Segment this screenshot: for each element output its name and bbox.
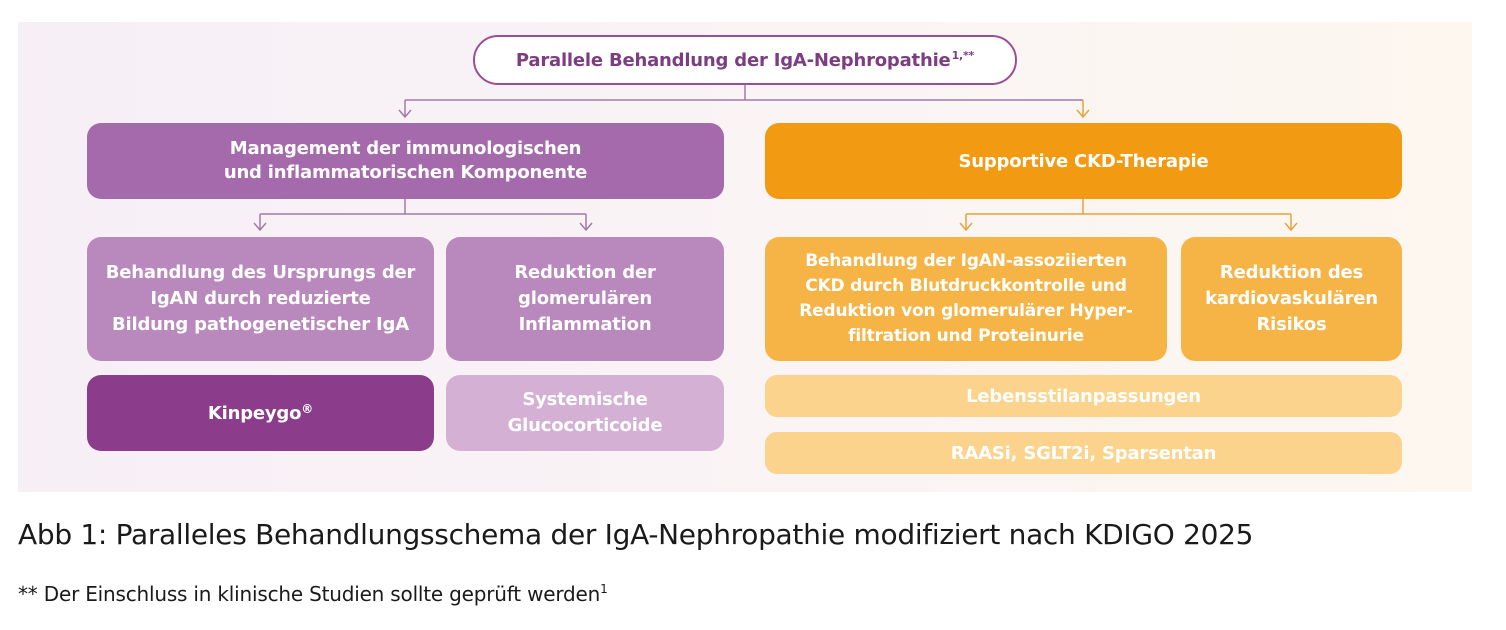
iga-origin-treatment-label: Behandlung des Ursprungs der IgAN durch reduzierte Bildung pathogenetischer IgA: [105, 262, 416, 335]
figure-caption: Abb 1: Paralleles Behandlungsschema der IgA-Nephropathie modifiziert nach KDIGO 2025: [18, 518, 1254, 551]
lifestyle-box: [765, 375, 1402, 417]
cardiovascular-risk-label: Reduktion des kardiovaskulären Risikos: [1205, 262, 1378, 335]
footnote: [18, 582, 608, 606]
ckd-treatment-label: Behandlung der IgAN-assoziierten CKD durch Blutdruckkontrolle und Reduktion von glomerulärer Hyper- filtration und Proteinurie: [799, 251, 1133, 346]
kinpeygo-box: [87, 375, 434, 451]
raasi-sglt2i-box: [765, 432, 1402, 474]
iga-origin-treatment-box: [87, 237, 434, 361]
immunology-management-header: [87, 123, 724, 199]
footnote-text: ** Der Einschluss in klinische Studien sollte geprüft werden: [18, 582, 601, 606]
glomerular-inflammation-box: [446, 237, 724, 361]
diagram-title-box: [473, 35, 1017, 85]
title-superscript: 1,**: [951, 49, 975, 62]
ckd-treatment-box: [765, 237, 1167, 361]
lifestyle-label: Lebensstilanpassungen: [966, 385, 1201, 407]
raasi-sglt2i-label: RAASi, SGLT2i, Sparsentan: [950, 442, 1217, 464]
cardiovascular-risk-box: [1181, 237, 1402, 361]
kinpeygo-label: Kinpeygo®: [207, 402, 314, 424]
registered-mark: ®: [301, 402, 314, 416]
supportive-ckd-label: Supportive CKD-Therapie: [958, 150, 1209, 172]
footnote-superscript: 1: [600, 582, 608, 596]
supportive-ckd-header: [765, 123, 1402, 199]
glucocorticoids-label: Systemische Glucocorticoide: [507, 389, 663, 436]
glomerular-inflammation-label: Reduktion der glomerulären Inflammation: [514, 262, 656, 335]
immunology-management-label: Management der immunologischen und inflammatorischen Komponente: [223, 138, 588, 183]
diagram-title: Parallele Behandlung der IgA-Nephropathie$^{1,**}$: [515, 49, 975, 71]
glucocorticoids-box: [446, 375, 724, 451]
